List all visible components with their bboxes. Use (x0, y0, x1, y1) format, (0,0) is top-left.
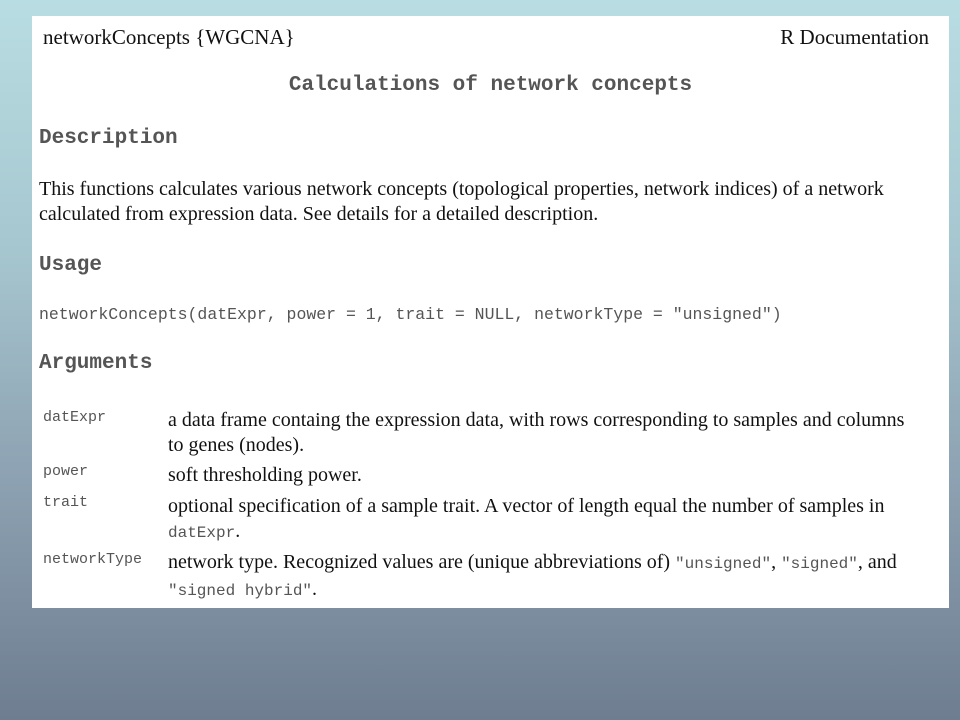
argument-name-networktype: networkType (43, 551, 143, 568)
networktype-value-signed-hybrid: "signed hybrid" (168, 582, 313, 600)
argument-desc-datexpr: a data frame containg the expression data, with rows corresponding to samples and columns to genes (nodes). (168, 409, 905, 456)
topic-name: networkConcepts {WGCNA} (43, 24, 295, 49)
description-heading: Description (39, 127, 178, 150)
networktype-desc-text: network type. Recognized values are (unique abbreviations of) (168, 551, 676, 573)
argument-desc-networktype (168, 550, 918, 604)
argument-desc-power: soft thresholding power. (168, 464, 362, 486)
doc-source-label: R Documentation (780, 24, 929, 49)
argument-name-trait: trait (43, 494, 89, 511)
argument-name-datexpr: datExpr (43, 409, 107, 426)
trait-desc-code: datExpr (168, 524, 236, 542)
networktype-value-signed: "signed" (781, 555, 858, 573)
networktype-desc-end: . (312, 578, 318, 600)
trait-desc-text: optional specification of a sample trait. A vector of length equal the number of samples in (168, 495, 885, 517)
usage-heading: Usage (39, 254, 103, 277)
networktype-value-unsigned: "unsigned" (675, 555, 772, 573)
page-title: Calculations of network concepts (288, 74, 693, 97)
usage-code: networkConcepts(datExpr, power = 1, trait = NULL, networkType = "unsigned") (39, 305, 782, 324)
networktype-separator-1: , (771, 551, 782, 573)
trait-desc-end: . (235, 520, 241, 542)
arguments-heading: Arguments (39, 352, 153, 375)
description-text: This functions calculates various network concepts (topological properties, network indices) of a network calculated from expression data. See details for a detailed description. (39, 178, 884, 225)
doc-header (43, 24, 929, 50)
argument-desc-trait (168, 494, 918, 546)
documentation-page (32, 16, 949, 608)
argument-name-power: power (43, 463, 89, 480)
networktype-separator-2: , and (857, 551, 897, 573)
